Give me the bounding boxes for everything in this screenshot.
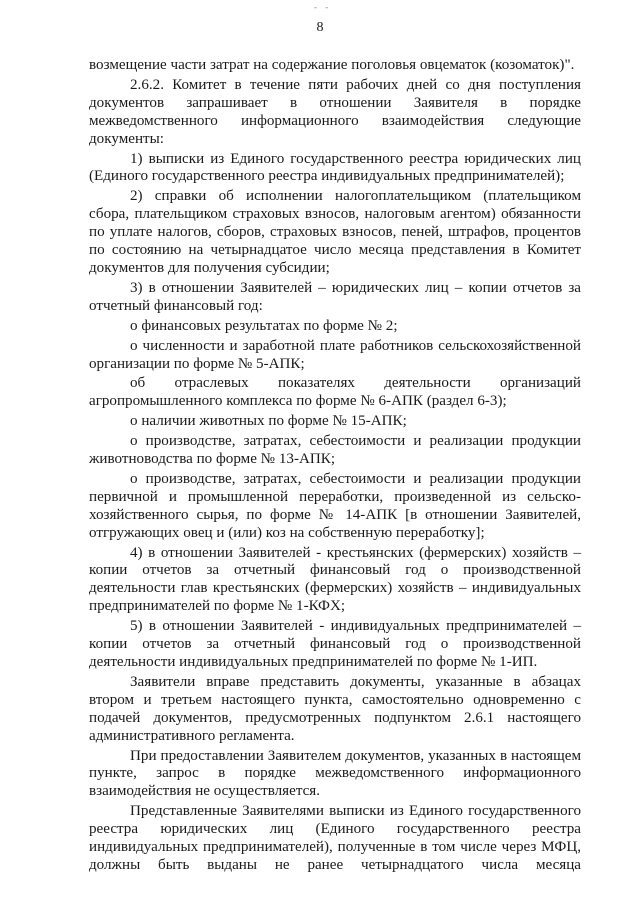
paragraph-item-5: 5) в отношении Заявителей - индивидуальных предпринимателей – копии отчетов за отчетный финансовый год о производственной деятельности индивидуальных предпринимателей по форме № 1-ИП. [89,618,581,670]
page-top-mark: - - [314,2,332,12]
paragraph-form-15-apk: о наличии животных по форме № 15-АПК; [130,413,407,430]
paragraph-form-6-apk: об отраслевых показателях деятельности организаций агропромышленного комплекса по форме № 6-АПК (раздел 6-3); [89,375,581,410]
paragraph-form-13-apk: о производстве, затратах, себестоимости и реализации продукции животноводства по форме № 13-АПК; [89,433,581,468]
paragraph-item-2: 2) справки об исполнении налогоплательщиком (плательщиком сбора, плательщиком страховых взносов, налоговым агентом) обязанности по уплате налогов, сборов, страховых взносов, пеней, штрафов, процентов по состоянию на четырнадцатое число месяца представления в Комитет документов для получения субсидии; [89,188,581,276]
paragraph-extracts: Представленные Заявителями выписки из Единого государственного реестра юридических лиц (Единого государственного реестра индивидуальных предпринимателей), полученные в том числе через МФЦ, должны быть выданы не ранее четырнадцатого числа месяца [89,803,581,873]
document-body [89,57,581,875]
paragraph-form-5-apk: о численности и заработной плате работников сельскохозяйственной организации по форме № 5-АПК; [89,337,581,372]
paragraph-applicants-right: Заявители вправе представить документы, указанные в абзацах втором и третьем настоящего пункта, самостоятельно одновременно с подачей документов, предусмотренных подпунктом 2.6.1 настоящего административного регламента. [89,673,581,744]
paragraph-item-3: 3) в отношении Заявителей – юридических лиц – копии отчетов за отчетный финансовый год: [89,279,581,314]
paragraph-form-2: о финансовых результатах по форме № 2; [130,317,398,334]
paragraph-continuation: возмещение части затрат на содержание поголовья овцематок (козоматок)". [89,57,575,73]
paragraph-item-4: 4) в отношении Заявителей - крестьянских (фермерских) хозяйств – копии отчетов за отчетный финансовый год о производственной деятельности глав крестьянских (фермерских) хозяйств – индивидуальных предпринимателей по форме № 1-КФХ; [89,544,581,615]
paragraph-2-6-2: 2.6.2. Комитет в течение пяти рабочих дней со дня поступления документов запрашивает в отношении Заявителя в порядке межведомственного информационного взаимодействия следующие документы: [89,76,581,147]
paragraph-form-14-apk: о производстве, затратах, себестоимости и реализации продукции первичной и промышленной переработки, произведенной из сельско-хозяйственного сырья, по форме № 14-АПК [в отношении Заявителей, отгружающих овец и (или) коз на собственную переработку]; [89,470,581,541]
paragraph-item-1: 1) выписки из Единого государственного реестра юридических лиц (Единого государственного реестра индивидуальных предпринимателей); [89,150,581,185]
paragraph-no-request: При предоставлении Заявителем документов, указанных в настоящем пункте, запрос в порядке межведомственного информационного взаимодействия не осуществляется. [89,747,581,800]
page-number: 8 [316,20,324,35]
